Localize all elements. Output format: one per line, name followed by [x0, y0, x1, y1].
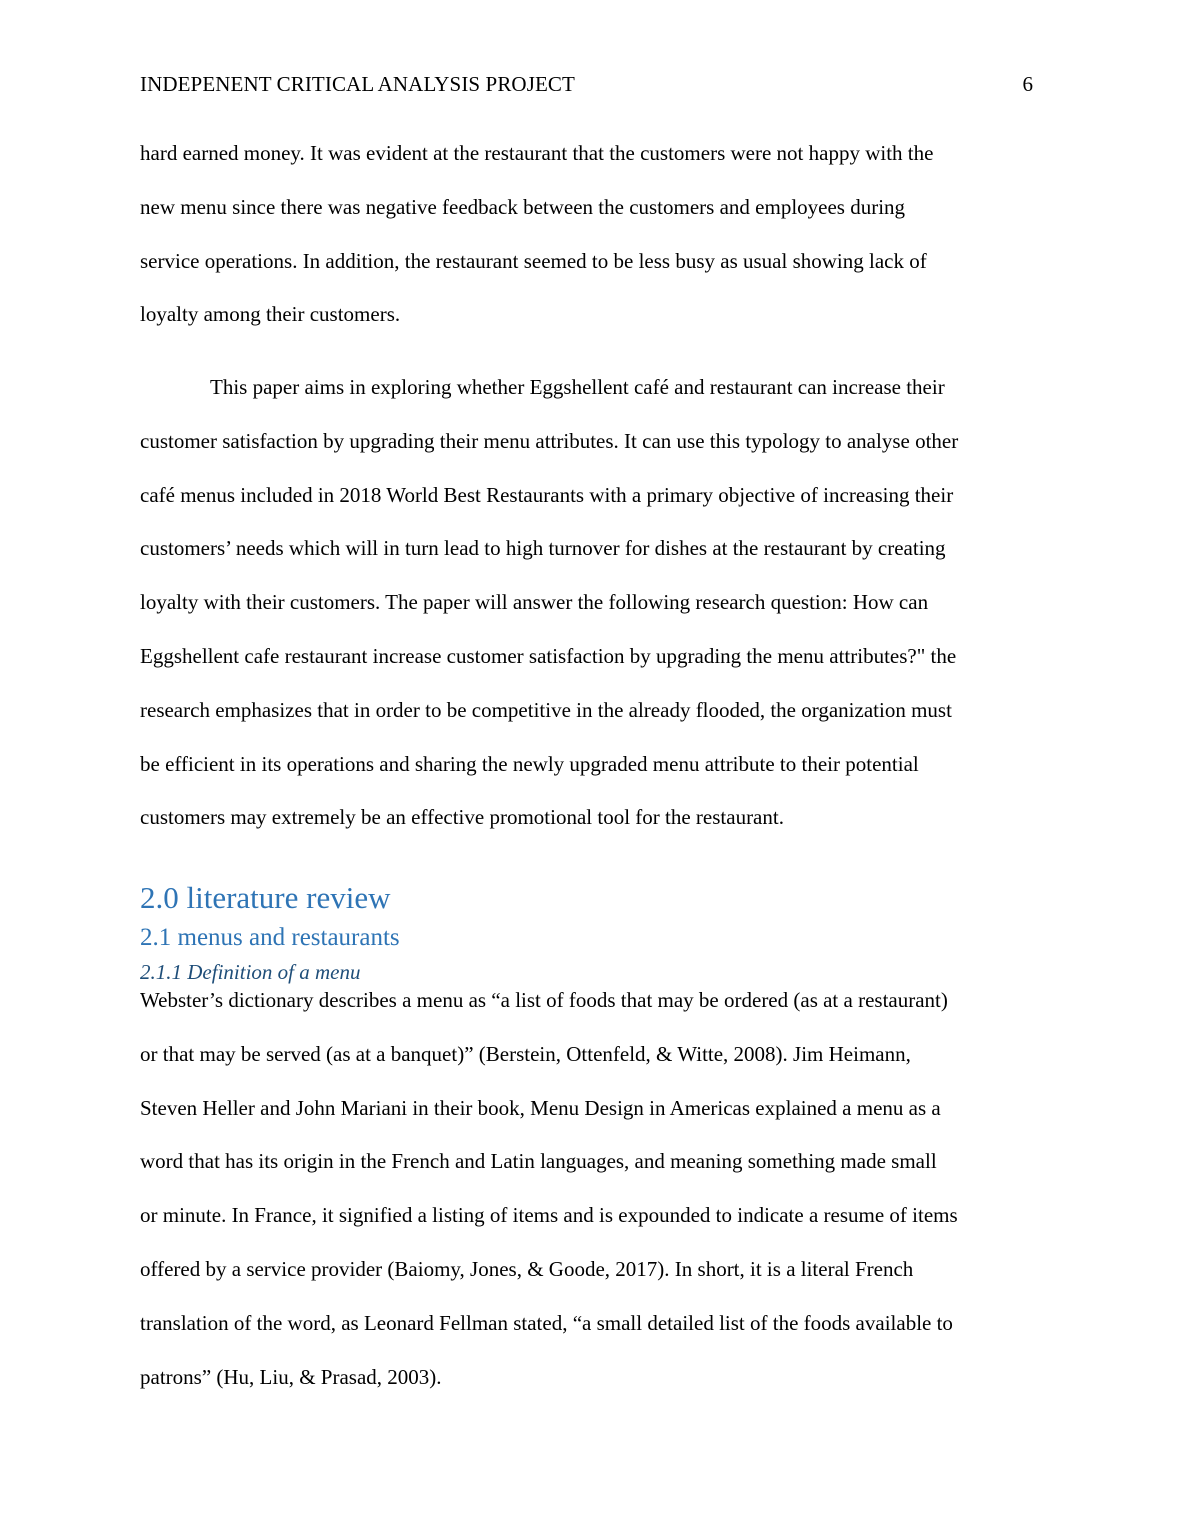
- text-line: or minute. In France, it signified a listing of items and is expounded to indicate a resume of items: [140, 1203, 958, 1228]
- paragraph-research-aim: [140, 361, 1055, 845]
- page-number: 6: [1022, 72, 1033, 96]
- section-heading: 2.0 literature review: [140, 880, 391, 915]
- text-line: customers’ needs which will in turn lead to high turnover for dishes at the restaurant by creating: [140, 536, 946, 561]
- page-header: [140, 70, 1033, 98]
- text-line: loyalty among their customers.: [140, 302, 401, 327]
- paragraph-intro-continuation: [140, 127, 1055, 342]
- text-line: loyalty with their customers. The paper will answer the following research question: How can: [140, 590, 929, 615]
- text-line: research emphasizes that in order to be competitive in the already flooded, the organization must: [140, 697, 952, 722]
- text-line: customer satisfaction by upgrading their menu attributes. It can use this typology to analyse other: [140, 428, 959, 453]
- text-line: word that has its origin in the French and Latin languages, and meaning something made small: [140, 1149, 937, 1174]
- text-line: patrons” (Hu, Liu, & Prasad, 2003).: [140, 1364, 442, 1389]
- subsubsection-heading: 2.1.1 Definition of a menu: [140, 960, 361, 984]
- text-line: or that may be served (as at a banquet)” (Berstein, Ottenfeld, & Witte, 2008). Jim Heimann,: [140, 1041, 911, 1066]
- text-line: hard earned money. It was evident at the restaurant that the customers were not happy with the: [140, 141, 934, 165]
- paragraph-menu-definition: [140, 974, 1055, 1404]
- text-line: customers may extremely be an effective promotional tool for the restaurant.: [140, 805, 784, 830]
- text-line: offered by a service provider (Baiomy, Jones, & Goode, 2017). In short, it is a literal French: [140, 1256, 914, 1281]
- text-line: service operations. In addition, the restaurant seemed to be less busy as usual showing lack of: [140, 248, 927, 273]
- text-line: This paper aims in exploring whether Eggshellent café and restaurant can increase their: [210, 375, 945, 399]
- text-line: café menus included in 2018 World Best Restaurants with a primary objective of increasing their: [140, 482, 954, 507]
- text-line: Eggshellent cafe restaurant increase customer satisfaction by upgrading the menu attributes?" the: [140, 643, 957, 668]
- text-line: be efficient in its operations and sharing the newly upgraded menu attribute to their potential: [140, 751, 919, 776]
- text-line: Steven Heller and John Mariani in their book, Menu Design in Americas explained a menu as a: [140, 1095, 941, 1120]
- running-head: INDEPENENT CRITICAL ANALYSIS PROJECT: [140, 72, 575, 96]
- subsection-heading: 2.1 menus and restaurants: [140, 924, 400, 951]
- text-line: translation of the word, as Leonard Fellman stated, “a small detailed list of the foods available to: [140, 1310, 953, 1335]
- text-line: Webster’s dictionary describes a menu as “a list of foods that may be ordered (as at a restaurant): [140, 988, 948, 1012]
- text-line: new menu since there was negative feedback between the customers and employees during: [140, 194, 906, 219]
